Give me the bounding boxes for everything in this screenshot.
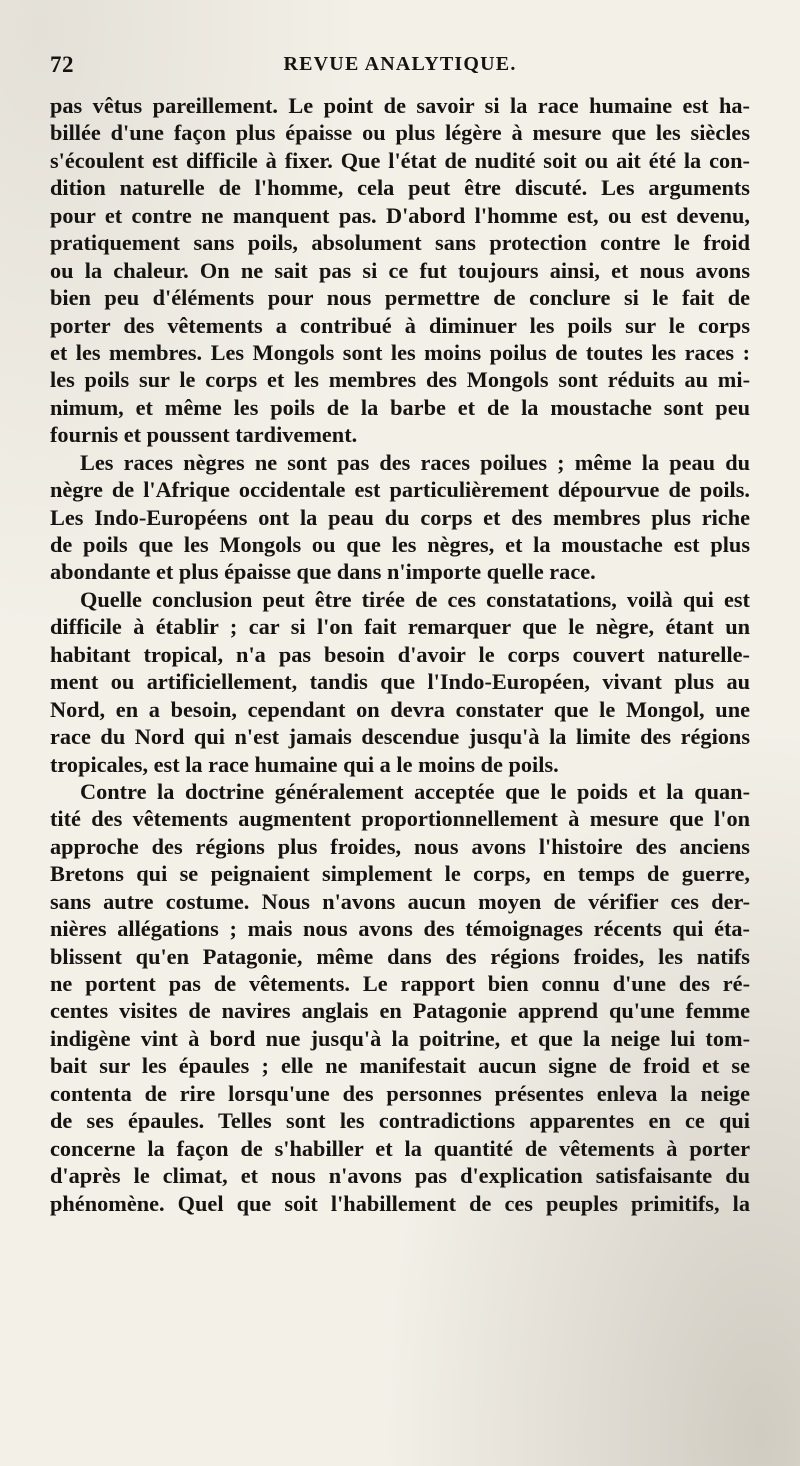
running-title: REVUE ANALYTIQUE. — [283, 53, 517, 75]
text-line: ou la chaleur. On ne sait pas si ce fut toujours ainsi, et nous avons — [50, 257, 750, 283]
text-line: de poils que les Mongols ou que les nègres, et la moustache est plus — [50, 532, 750, 557]
page-header — [50, 52, 750, 84]
text-line: approche des régions plus froides, nous avons l'histoire des anciens — [50, 833, 750, 859]
text-line: concerne la façon de s'habiller et la quantité de vêtements à porter — [50, 1135, 750, 1161]
text-line: de ses épaules. Telles sont les contradictions apparentes en ce qui — [50, 1108, 750, 1134]
text-line: contenta de rire lorsqu'une des personnes présentes enleva la neige — [50, 1080, 750, 1106]
text-line: race du Nord qui n'est jamais descendue jusqu'à la limite des régions — [50, 724, 750, 750]
text-line: abondante et plus épaisse que dans n'importe quelle race. — [50, 559, 596, 585]
text-line: nègre de l'Afrique occidentale est particulièrement dépourvue de poils. — [50, 477, 750, 503]
text-line: difficile à établir ; car si l'on fait remarquer que le nègre, étant un — [50, 614, 750, 640]
text-line: nimum, et même les poils de la barbe et de la moustache sont peu — [50, 394, 750, 420]
text-line: tropicales, est la race humaine qui a le moins de poils. — [50, 751, 559, 777]
text-line: Les Indo-Européens ont la peau du corps et des membres plus riche — [50, 504, 750, 530]
text-line: Nord, en a besoin, cependant on devra constater que le Mongol, une — [50, 696, 750, 722]
text-line: nières allégations ; mais nous avons des témoignages récents qui éta- — [50, 916, 750, 942]
text-line: d'après le climat, et nous n'avons pas d'explication satisfaisante du — [50, 1163, 750, 1189]
text-line: pour et contre ne manquent pas. D'abord l'homme est, ou est devenu, — [50, 202, 750, 228]
text-line: Quelle conclusion peut être tirée de ces constatations, voilà qui est — [80, 586, 750, 612]
text-line: blissent qu'en Patagonie, même dans des régions froides, les natifs — [50, 943, 750, 969]
paragraph — [50, 92, 750, 449]
text-line: les poils sur le corps et les membres des Mongols sont réduits au mi- — [50, 367, 750, 393]
text-line: pratiquement sans poils, absolument sans protection contre le froid — [50, 230, 750, 256]
text-line: dition naturelle de l'homme, cela peut être discuté. Les arguments — [50, 175, 750, 201]
body-text — [50, 92, 750, 1217]
text-line: Contre la doctrine généralement acceptée que le poids et la quan- — [80, 778, 750, 804]
text-line: et les membres. Les Mongols sont les moins poilus de toutes les races : — [50, 339, 750, 365]
paragraph — [50, 449, 750, 586]
text-line: indigène vint à bord nue jusqu'à la poitrine, et que la neige lui tom- — [50, 1025, 750, 1051]
text-line: bait sur les épaules ; elle ne manifestait aucun signe de froid et se — [50, 1053, 750, 1079]
text-line: billée d'une façon plus épaisse ou plus légère à mesure que les siècles — [50, 120, 750, 146]
page-number: 72 — [50, 52, 74, 77]
text-line: tité des vêtements augmentent proportionnellement à mesure que l'on — [50, 806, 750, 832]
text-line: fournis et poussent tardivement. — [50, 422, 358, 448]
text-line: porter des vêtements a contribué à diminuer les poils sur le corps — [50, 312, 750, 338]
text-line: bien peu d'éléments pour nous permettre de conclure si le fait de — [50, 285, 750, 311]
text-line: Bretons qui se peignaient simplement le corps, en temps de guerre, — [50, 861, 750, 887]
text-line: habitant tropical, n'a pas besoin d'avoir le corps couvert naturelle- — [50, 641, 750, 667]
text-line: ment ou artificiellement, tandis que l'Indo-Européen, vivant plus au — [50, 669, 750, 695]
paragraph — [50, 778, 750, 1217]
text-line: sans autre costume. Nous n'avons aucun moyen de vérifier ces der- — [50, 888, 750, 914]
text-line: Les races nègres ne sont pas des races poilues ; même la peau du — [80, 449, 750, 475]
text-line: centes visites de navires anglais en Patagonie apprend qu'une femme — [50, 998, 750, 1024]
text-line: ne portent pas de vêtements. Le rapport bien connu d'une des ré- — [50, 971, 750, 996]
text-line: s'écoulent est difficile à fixer. Que l'état de nudité soit ou ait été la con- — [50, 147, 750, 173]
text-line: phénomène. Quel que soit l'habillement de ces peuples primitifs, la — [50, 1190, 750, 1216]
text-line: pas vêtus pareillement. Le point de savoir si la race humaine est ha- — [50, 93, 750, 118]
paragraph — [50, 586, 750, 778]
